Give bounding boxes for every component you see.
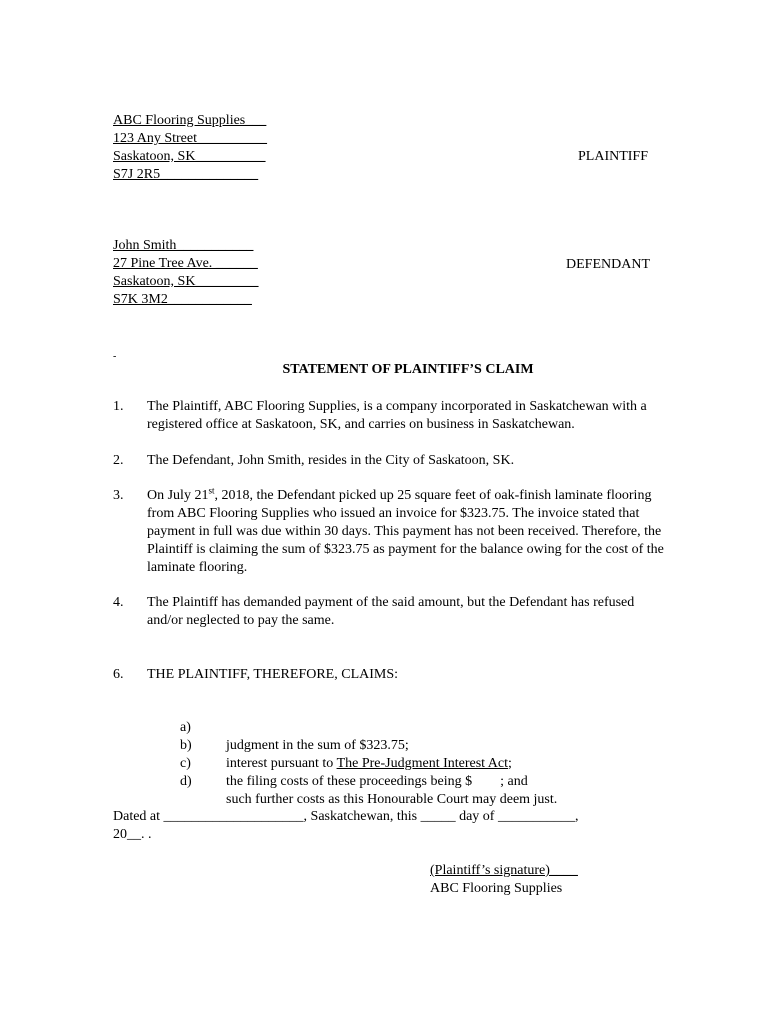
paragraph-number: 4. xyxy=(113,595,124,610)
defendant-street: 27 Pine Tree Ave. ______ xyxy=(113,256,258,271)
paragraph-text: The Plaintiff, ABC Flooring Supplies, is a company incorporated in Saskatchewan with a registered office at Saskatoon, SK, and carries on business in Saskatchewan. xyxy=(147,399,647,432)
signature-line: (Plaintiff’s signature)____ xyxy=(430,863,578,878)
paragraph-1 xyxy=(113,398,673,434)
plaintiff-address xyxy=(113,112,267,184)
claim-letter: a) xyxy=(180,720,191,735)
claim-letter: d) xyxy=(180,774,192,789)
paragraph-number: 6. xyxy=(113,667,124,682)
plaintiff-street: 123 Any Street__________ xyxy=(113,131,267,146)
defendant-city: Saskatoon, SK_________ xyxy=(113,274,259,289)
paragraph-4 xyxy=(113,594,673,630)
plaintiff-label: PLAINTIFF xyxy=(578,149,649,164)
paragraph-number: 2. xyxy=(113,453,124,468)
paragraph-text: THE PLAINTIFF, THEREFORE, CLAIMS: xyxy=(147,667,399,682)
paragraph-text: The Plaintiff has demanded payment of the said amount, but the Defendant has refused and/or neglected to pay the same. xyxy=(147,595,635,628)
paragraph-2 xyxy=(113,452,673,470)
paragraph-number: 1. xyxy=(113,399,124,414)
paragraph-6 xyxy=(113,666,673,684)
list-item xyxy=(180,701,640,753)
document-title: STATEMENT OF PLAINTIFF’S CLAIM xyxy=(282,362,534,377)
plaintiff-city: Saskatoon, SK__________ xyxy=(113,149,266,164)
defendant-postal: S7K 3M2____________ xyxy=(113,292,252,307)
claim-text: the filing costs of these proceedings being $ ; and xyxy=(226,774,528,789)
defendant-address xyxy=(113,237,258,309)
defendant-label: DEFENDANT xyxy=(566,257,650,272)
claim-letter: b) xyxy=(180,738,192,753)
stray-mark: - xyxy=(113,351,117,362)
plaintiff-postal: S7J 2R5______________ xyxy=(113,167,259,182)
dated-line: Dated at ____________________, Saskatchewan, this _____ day of ___________, xyxy=(113,809,579,824)
claim-text-start: interest pursuant to xyxy=(226,756,337,771)
paragraph-text: The Defendant, John Smith, resides in the City of Saskatoon, SK. xyxy=(147,453,515,468)
claim-text: such further costs as this Honourable Court may deem just. xyxy=(226,792,558,807)
claims-list xyxy=(180,701,640,807)
act-reference: The Pre-Judgment Interest Act xyxy=(336,756,509,771)
paragraph-text-start: On July 21 xyxy=(147,488,209,503)
ordinal-suffix: st xyxy=(208,485,215,496)
plaintiff-name: ABC Flooring Supplies___ xyxy=(113,113,267,128)
dated-year: 20__. . xyxy=(113,827,152,842)
signature-name: ABC Flooring Supplies xyxy=(430,881,563,896)
defendant-name: John Smith___________ xyxy=(113,238,254,253)
paragraph-text xyxy=(147,487,673,577)
claim-letter: c) xyxy=(180,756,191,771)
claim-text-end: ; xyxy=(508,756,512,771)
paragraph-text-rest: , 2018, the Defendant picked up 25 square feet of oak-finish laminate flooring from ABC Flooring Supplies who issued an invoice for $323.75. The invoice stated that payment in full was due within 30 days. This payment has not been received. Therefore, the Plaintiff is claiming the sum of $323.75 as payment for the balance owing for the cost of the laminate flooring. xyxy=(147,488,664,575)
paragraph-number: 3. xyxy=(113,488,124,503)
paragraph-3 xyxy=(113,487,673,577)
claim-text: judgment in the sum of $323.75; xyxy=(226,738,409,753)
